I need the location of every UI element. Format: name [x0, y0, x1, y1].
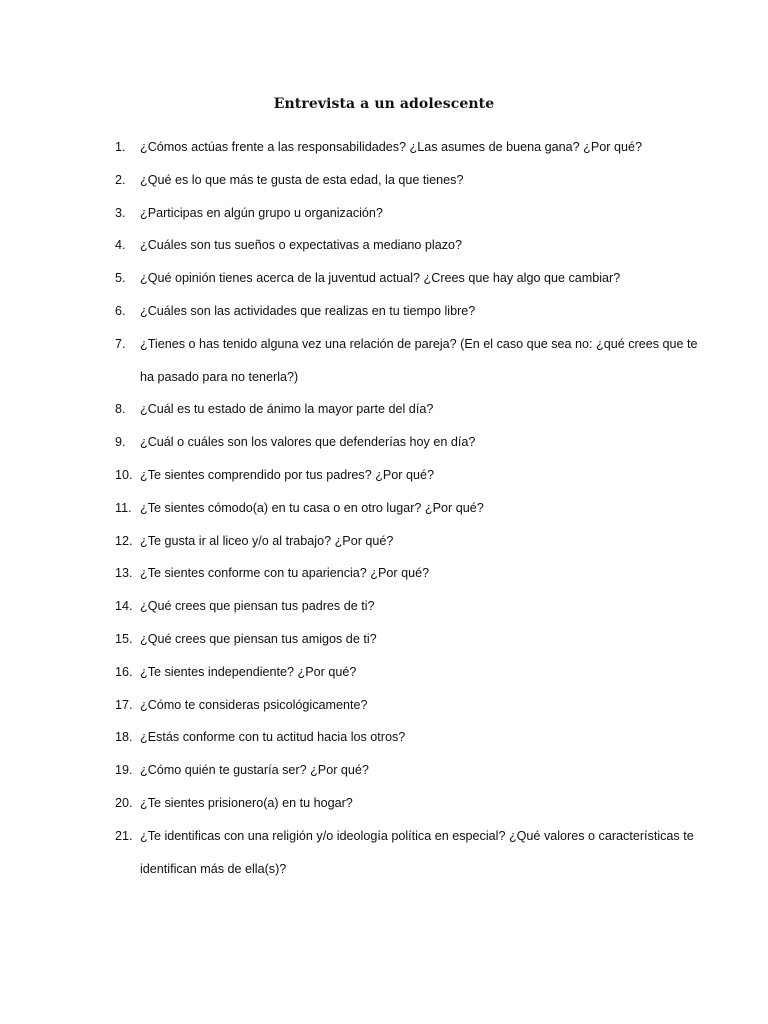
question-item-19 — [115, 754, 715, 787]
question-text: ¿Cuál o cuáles son los valores que defenderías hoy en día? — [140, 435, 476, 450]
document-title: Entrevista a un adolescente — [273, 96, 495, 112]
question-item-13 — [115, 557, 715, 590]
question-number: 19. — [115, 763, 133, 778]
question-number: 3. — [115, 205, 126, 220]
question-item-12 — [115, 525, 715, 558]
question-text: ¿Estás conforme con tu actitud hacia los otros? — [140, 730, 406, 745]
question-number: 14. — [115, 599, 133, 614]
question-item-6 — [115, 295, 715, 328]
question-number: 18. — [115, 730, 133, 745]
question-item-7 — [115, 328, 715, 394]
question-number: 17. — [115, 697, 133, 712]
question-text: ¿Cómo te consideras psicológicamente? — [140, 697, 368, 712]
question-text: ¿Te gusta ir al liceo y/o al trabajo? ¿Por qué? — [140, 533, 394, 548]
question-item-16 — [115, 656, 715, 689]
question-text: ¿Te sientes comprendido por tus padres? ¿Por qué? — [140, 467, 435, 482]
question-number: 11. — [115, 500, 132, 515]
question-text: ¿Cuáles son tus sueños o expectativas a mediano plazo? — [140, 238, 463, 253]
question-number: 9. — [115, 435, 126, 450]
question-item-3 — [115, 197, 715, 230]
question-number: 21. — [115, 828, 133, 843]
question-number: 10. — [115, 467, 133, 482]
question-text: ¿Qué crees que piensan tus amigos de ti? — [140, 631, 377, 646]
question-number: 20. — [115, 795, 133, 810]
question-item-14 — [115, 590, 715, 623]
question-item-9 — [115, 426, 715, 459]
question-number: 13. — [115, 566, 133, 581]
question-text: ¿Te sientes prisionero(a) en tu hogar? — [140, 795, 353, 810]
question-text: ¿Participas en algún grupo u organización? — [140, 205, 383, 220]
question-item-4 — [115, 229, 715, 262]
question-item-18 — [115, 721, 715, 754]
question-text: ¿Te sientes cómodo(a) en tu casa o en otro lugar? ¿Por qué? — [140, 500, 484, 515]
question-item-8 — [115, 393, 715, 426]
question-text: ¿Tienes o has tenido alguna vez una relación de pareja? (En el caso que sea no: ¿qué crees que te ha pasado para no tenerla?) — [140, 336, 698, 384]
question-text: ¿Cómos actúas frente a las responsabilidades? ¿Las asumes de buena gana? ¿Por qué? — [140, 140, 642, 154]
question-item-1 — [115, 131, 715, 164]
question-text: ¿Te sientes conforme con tu apariencia? ¿Por qué? — [140, 566, 430, 581]
question-number: 7. — [115, 336, 126, 351]
question-number: 5. — [115, 271, 126, 286]
question-text: ¿Qué crees que piensan tus padres de ti? — [140, 599, 375, 614]
question-item-15 — [115, 623, 715, 656]
question-number: 8. — [115, 402, 126, 417]
question-number: 16. — [115, 664, 133, 679]
question-number: 15. — [115, 631, 133, 646]
question-number: 12. — [115, 533, 133, 548]
question-text: ¿Cuáles son las actividades que realizas en tu tiempo libre? — [140, 303, 476, 318]
question-item-10 — [115, 459, 715, 492]
question-number: 6. — [115, 303, 126, 318]
question-item-2 — [115, 164, 715, 197]
question-text: ¿Qué opinión tienes acerca de la juventud actual? ¿Crees que hay algo que cambiar? — [140, 271, 621, 286]
question-text: ¿Te sientes independiente? ¿Por qué? — [140, 664, 357, 679]
question-item-5 — [115, 262, 715, 295]
question-number: 1. — [115, 140, 126, 154]
question-item-20 — [115, 787, 715, 820]
question-item-21 — [115, 820, 715, 886]
question-number: 4. — [115, 238, 126, 253]
question-text: ¿Te identificas con una religión y/o ideología política en especial? ¿Qué valores o características te identifican más de ella(s)? — [140, 828, 694, 876]
question-number: 2. — [115, 172, 126, 187]
question-list — [115, 131, 715, 885]
question-item-17 — [115, 689, 715, 722]
question-text: ¿Qué es lo que más te gusta de esta edad, la que tienes? — [140, 172, 464, 187]
question-text: ¿Cuál es tu estado de ánimo la mayor parte del día? — [140, 402, 434, 417]
question-item-11 — [115, 492, 715, 525]
question-text: ¿Cómo quién te gustaría ser? ¿Por qué? — [140, 763, 369, 778]
